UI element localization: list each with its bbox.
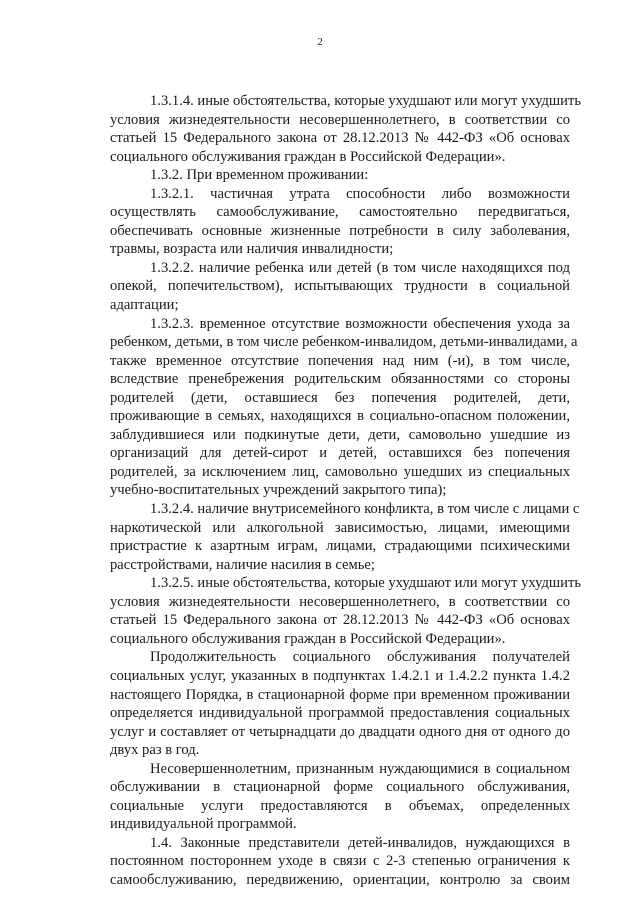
text-line: 1.3.2. При временном проживании: <box>150 167 369 184</box>
text-line: социальных услуг, указанных в подпунктах 1.4.2.1 и 1.4.2.2 пункта 1.4.2 <box>110 667 570 684</box>
text-line: Несовершеннолетним, признанным нуждающимися в социальном <box>150 760 570 777</box>
paragraph-p-1-4 <box>110 834 570 890</box>
page-number: 2 <box>317 36 323 48</box>
text-line: наркотической или алкогольной зависимостью, лицами, имеющими <box>110 519 570 536</box>
text-line: обслуживании в стационарной форме социального обслуживания, <box>110 779 570 796</box>
text-line: постоянном постороннем уходе в связи с 2-3 степенью ограничения к <box>110 853 570 870</box>
text-line: Продолжительность социального обслуживания получателей <box>150 649 570 666</box>
text-line: 1.4. Законные представители детей-инвалидов, нуждающихся в <box>150 834 570 851</box>
text-line: опекой, попечительством), испытывающих трудности в социальной <box>110 278 570 295</box>
paragraph-p-1-3-2-1 <box>110 185 570 259</box>
paragraph-p-1-3-1-4 <box>110 92 581 166</box>
text-line: проживающие в семьях, находящихся в социально-опасном положении, <box>110 408 570 425</box>
text-line: услуг и составляет от четырнадцати до двадцати одного дня от одного до <box>110 723 570 740</box>
text-line: также временное отсутствие попечения над ним (-и), в том числе, <box>110 352 570 369</box>
text-line: двух раз в год. <box>110 742 200 759</box>
paragraph-p-1-3-2-5 <box>110 574 581 648</box>
text-line: обеспечивать основные жизненные потребности в силу заболевания, <box>110 222 570 239</box>
text-line: адаптации; <box>110 297 179 314</box>
text-line: пристрастие к азартным играм, лицами, страдающими психическими <box>110 538 570 555</box>
text-line: родителей, за исключением лиц, самовольно ушедших из специальных <box>110 463 570 480</box>
text-line: 1.3.1.4. иные обстоятельства, которые ухудшают или могут ухудшить <box>150 93 581 109</box>
text-line: социального обслуживания граждан в Российской Федерации». <box>110 148 506 165</box>
paragraph-p-1-3-2 <box>110 166 570 185</box>
text-line: 1.3.2.1. частичная утрата способности либо возможности <box>150 185 570 202</box>
text-line: организаций для детей-сирот и детей, оставшихся без попечения <box>110 445 570 462</box>
paragraph-p-1-3-2-4 <box>110 500 580 574</box>
text-line: настоящего Порядка, в стационарной форме при временном проживании <box>110 686 570 703</box>
text-line: вследствие пренебрежения родительским обязанностями со стороны <box>110 371 570 388</box>
text-line: 1.3.2.3. временное отсутствие возможности обеспечения ухода за <box>150 315 570 332</box>
paragraph-p-minors <box>110 760 570 834</box>
document-body <box>110 92 581 890</box>
paragraph-p-1-3-2-3 <box>110 315 578 500</box>
text-line: 1.3.2.2. наличие ребенка или детей (в том числе находящихся под <box>150 259 570 276</box>
text-line: ребенком, детьми, в том числе ребенком-инвалидом, детьми-инвалидами, а <box>110 334 578 351</box>
paragraph-p-duration <box>110 648 570 759</box>
text-line: родителей (дети, оставшиеся без попечения родителей, дети, <box>110 389 570 406</box>
text-line: социального обслуживания граждан в Российской Федерации». <box>110 630 506 647</box>
text-line: условия жизнедеятельности несовершеннолетнего, в соответствии со <box>110 593 570 610</box>
text-line: расстройствами, наличие насилия в семье; <box>110 556 375 573</box>
text-line: 1.3.2.5. иные обстоятельства, которые ухудшают или могут ухудшить <box>150 575 581 592</box>
text-line: статьей 15 Федерального закона от 28.12.2013 № 442-ФЗ «Об основах <box>110 130 570 147</box>
text-line: условия жизнедеятельности несовершеннолетнего, в соответствии со <box>110 111 570 128</box>
text-line: травмы, возраста или наличия инвалидности; <box>110 241 394 258</box>
text-line: самообслуживанию, передвижению, ориентации, контролю за своим <box>110 871 570 888</box>
text-line: 1.3.2.4. наличие внутрисемейного конфликта, в том числе с лицами с <box>150 501 580 518</box>
text-line: социальные услуги предоставляются в объемах, определенных <box>110 797 570 814</box>
text-line: индивидуальной программой. <box>110 816 297 833</box>
text-line: осуществлять самообслуживание, самостоятельно передвигаться, <box>110 204 570 221</box>
text-line: определяется индивидуальной программой предоставления социальных <box>110 705 570 722</box>
text-line: заблудившиеся или подкинутые дети, дети, самовольно ушедшие из <box>110 426 570 443</box>
text-line: статьей 15 Федерального закона от 28.12.2013 № 442-ФЗ «Об основах <box>110 612 570 629</box>
text-line: учебно-воспитательных учреждений закрытого типа); <box>110 482 447 499</box>
paragraph-p-1-3-2-2 <box>110 259 570 315</box>
